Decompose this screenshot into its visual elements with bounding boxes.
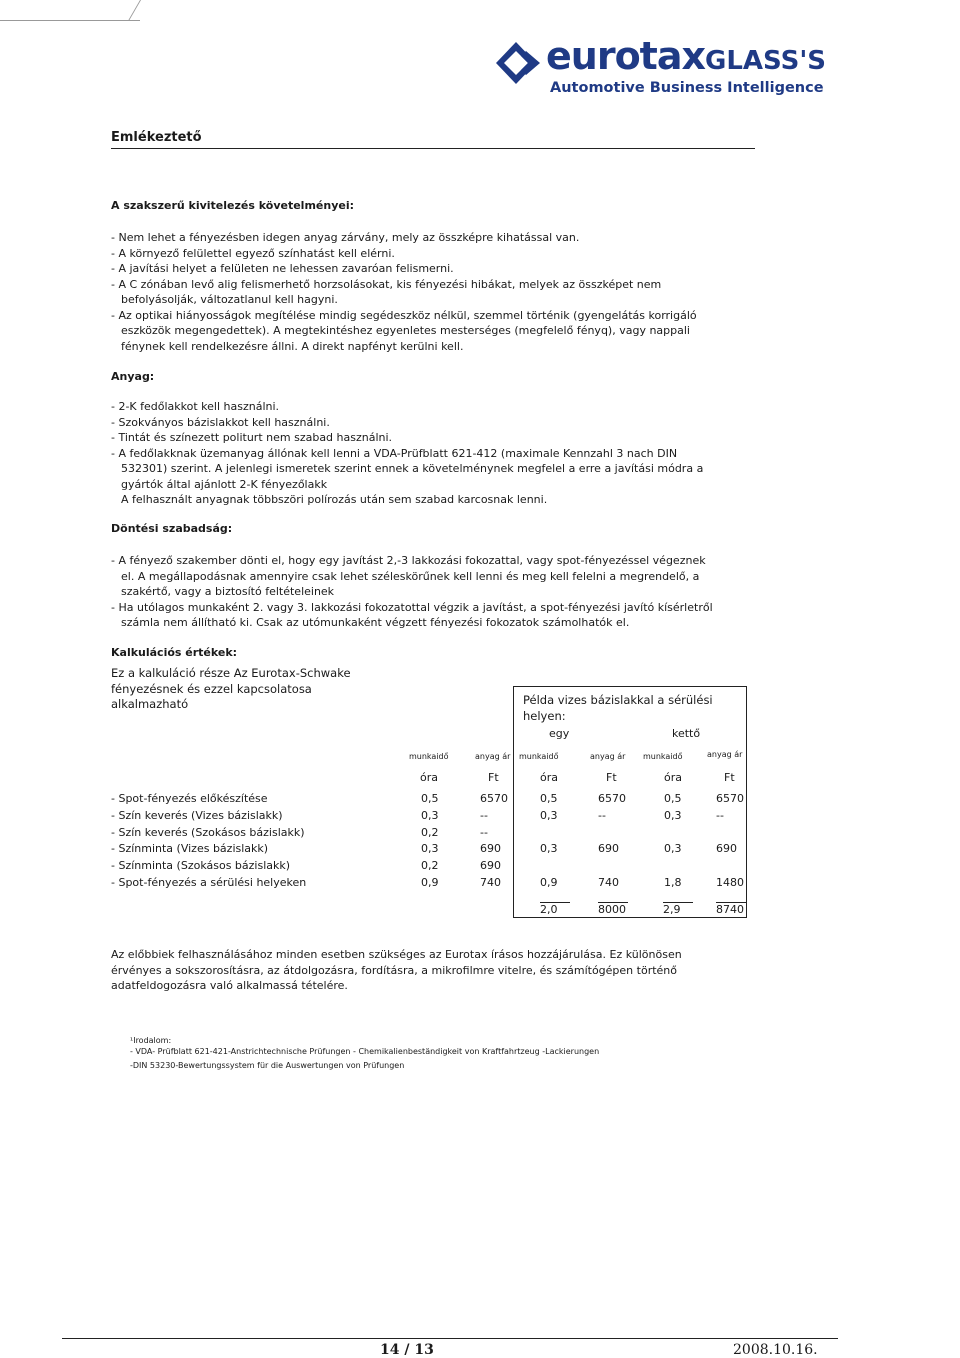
page-title: Emlékeztető [111, 130, 202, 145]
calc-row-label: - Szín keverés (Szokásos bázislakk) [111, 825, 305, 839]
logo-tagline: Automotive Business Intelligence [550, 80, 824, 96]
calc-cell: -- [480, 808, 488, 822]
calc-cell: 6570 [480, 792, 508, 805]
requirements-line: befolyásolják, változatlanul kell hagyni. [121, 293, 338, 306]
material-text [111, 399, 751, 508]
logo-brand-second: GLASS'S [705, 46, 826, 76]
calc-cell: 0,9 [421, 876, 439, 889]
calc-row-label: - Spot-fényezés a sérülési helyeken [111, 876, 307, 889]
unit: Ft [724, 771, 735, 784]
calc-cell: -- [598, 808, 606, 822]
col-group-two: kettő [672, 727, 701, 740]
example-title-1: Példa vizes bázislakkal a sérülési [523, 693, 713, 707]
calc-cell: -- [480, 825, 488, 839]
calc-cell: 0,2 [421, 859, 439, 873]
material-heading: Anyag: [111, 370, 155, 383]
total-cost-2: 8740 [716, 903, 744, 916]
calc-cell: 0,3 [421, 842, 439, 856]
material-line: gyártók által ajánlott 2-K fényezőlakk [121, 477, 328, 491]
requirements-line: - A javítási helyet a felületen ne lehessen zavaróan felismerni. [111, 262, 454, 275]
footer-date: 2008.10.16. [733, 1342, 818, 1358]
col-head: munkaidő [409, 752, 449, 761]
requirements-line: - Az optikai hiányosságok megítélése mindig segédeszköz nélkül, szemmel történik (gyengelátás korrigáló [111, 308, 697, 322]
footer-rule [62, 1338, 838, 1339]
calc-row-label: - Színminta (Szokásos bázislakk) [111, 859, 291, 873]
calc-cell: 0,5 [421, 792, 439, 805]
requirements-line: fénynek kell rendelkezésre állni. A direkt napfényt kerülni kell. [121, 339, 464, 353]
calc-cell: 0,3 [664, 842, 682, 856]
material-line: 532301) szerint. A jelenlegi ismeretek szerint ennek a követelménynek megfelel a erre a javítási módra a [121, 462, 704, 475]
title-rule [111, 148, 755, 149]
footnote-heading: ¹Irodalom: [130, 1036, 172, 1045]
requirements-line: - A környező felülettel egyező színhatást kell elérni. [111, 246, 395, 260]
footnote-line: - VDA- Prüfblatt 621-421-Anstrichtechnische Prüfungen - Chemikalienbeständigkeit von Kraftfahrtzeug -Lackierungen [130, 1047, 600, 1056]
notice-line: érvényes a sokszorosításra, az átdolgozásra, fordításra, a mikrofilmre vitelre, és számítógépen történő [111, 963, 677, 977]
requirements-text [111, 230, 751, 354]
requirements-line: - A C zónában levő alig felismerhető horzsolásokat, kis fényezési hibákat, melyek az összképet nem [111, 277, 662, 291]
calc-cell: 740 [598, 876, 619, 889]
requirements-line: eszközök megengedettek). A megtekintéshez egyenletes mesterséges (megfelelő fényq), vagy nappali [121, 324, 690, 337]
material-line: - Szokványos bázislakkot kell használni. [111, 415, 330, 429]
col-group-one: egy [549, 727, 570, 740]
calc-intro-line: alkalmazható [111, 697, 189, 711]
logo-diamond-icon [496, 42, 544, 84]
requirements-line: - Nem lehet a fényezésben idegen anyag zárvány, mely az összképre kihatással van. [111, 231, 580, 244]
total-hours-2: 2,9 [663, 902, 693, 916]
example-title-2: helyen: [523, 709, 566, 723]
calc-cell: 690 [480, 842, 501, 856]
calc-cell: 6570 [716, 792, 744, 805]
page-number: 14 / 13 [380, 1342, 434, 1358]
total-cost-1: 8000 [598, 903, 626, 916]
calc-heading: Kalkulációs értékek: [111, 646, 238, 659]
eurotax-logo [496, 34, 846, 102]
decision-line: - Ha utólagos munkaként 2. vagy 3. lakkozási fokozatottal végzik a javítást, a spot-fényezési javító kísérletről [111, 600, 713, 614]
notice-text [111, 947, 751, 994]
decision-line: - A fényező szakember dönti el, hogy egy javítást 2,-3 lakkozási fokozattal, vagy spot-fényezéssel végeznek [111, 554, 706, 567]
calc-cell: 0,9 [540, 876, 558, 889]
logo-brand-main: eurotax [546, 34, 705, 78]
calc-cell: 0,3 [421, 808, 439, 822]
calc-cell: 0,3 [540, 842, 558, 856]
requirements-heading: A szakszerű kivitelezés követelményei: [111, 199, 354, 212]
calc-cell: 1480 [716, 876, 744, 889]
decision-heading: Döntési szabadság: [111, 522, 233, 535]
unit: óra [664, 771, 682, 784]
calc-cell: 0,3 [540, 808, 558, 822]
header-rule [0, 20, 140, 21]
decision-line: számla nem állítható ki. Csak az utómunkaként végzett fényezési fokozatok számolhatók el. [121, 616, 630, 629]
footnote-line: -DIN 53230-Bewertungssystem für die Auswertungen von Prüfungen [130, 1061, 405, 1070]
unit: óra [420, 771, 438, 784]
calc-intro-line: fényezésnek és ezzel kapcsolatosa [111, 681, 312, 696]
material-line: - A fedőlakknak üzemanyag állónak kell lenni a VDA-Prüfblatt 621-412 (maximale Kennzahl 3 nach DIN [111, 446, 678, 460]
decision-line: szakértő, vagy a biztosító feltételeinek [121, 585, 335, 598]
calc-cell: -- [716, 808, 724, 822]
calc-cell: 1,8 [664, 876, 682, 889]
col-head: anyag ár [707, 750, 743, 759]
header-rule-slant [128, 0, 141, 21]
decision-line: el. A megállapodásnak amennyire csak lehet széleskörűnek kell lenni és meg kell felelni a megrendelő, a [121, 569, 700, 583]
calc-cell: 740 [480, 876, 501, 889]
calc-cell: 6570 [598, 792, 626, 805]
unit: Ft [606, 771, 617, 784]
material-line: A felhasznált anyagnak többszöri polírozás után sem szabad karcosnak lenni. [121, 493, 548, 506]
calc-cell: 0,3 [664, 808, 682, 822]
total-hours-1: 2,0 [540, 902, 570, 916]
calc-cell: 0,5 [540, 792, 558, 805]
notice-line: adatfeldogozásra való alkalmassá tételére. [111, 979, 348, 992]
col-head: munkaidő [643, 752, 683, 761]
calc-cell: 0,2 [421, 825, 439, 839]
unit: Ft [488, 771, 499, 784]
decision-text [111, 553, 751, 631]
col-head: munkaidő [519, 752, 559, 761]
unit: óra [540, 771, 558, 784]
material-line: - Tintát és színezett politurt nem szabad használni. [111, 431, 393, 444]
calc-intro-line: Ez a kalkuláció része Az Eurotax-Schwake [111, 666, 351, 680]
calc-row-label: - Szín keverés (Vizes bázislakk) [111, 808, 283, 822]
calc-row-label: - Színminta (Vizes bázislakk) [111, 842, 269, 856]
logo-text [546, 34, 826, 78]
calc-cell: 690 [480, 859, 501, 873]
col-head: anyag ár [590, 752, 626, 761]
calc-cell: 690 [716, 842, 737, 856]
total-underline-2 [663, 917, 747, 918]
calc-row-label: - Spot-fényezés előkészítése [111, 792, 268, 805]
col-head: anyag ár [475, 752, 511, 761]
total-underline-1 [540, 917, 628, 918]
calc-cell: 0,5 [664, 792, 682, 805]
notice-line: Az előbbiek felhasználásához minden esetben szükséges az Eurotax írásos hozzájárulása. Ez különösen [111, 948, 682, 961]
material-line: - 2-K fedőlakkot kell használni. [111, 400, 280, 413]
calc-cell: 690 [598, 842, 619, 856]
